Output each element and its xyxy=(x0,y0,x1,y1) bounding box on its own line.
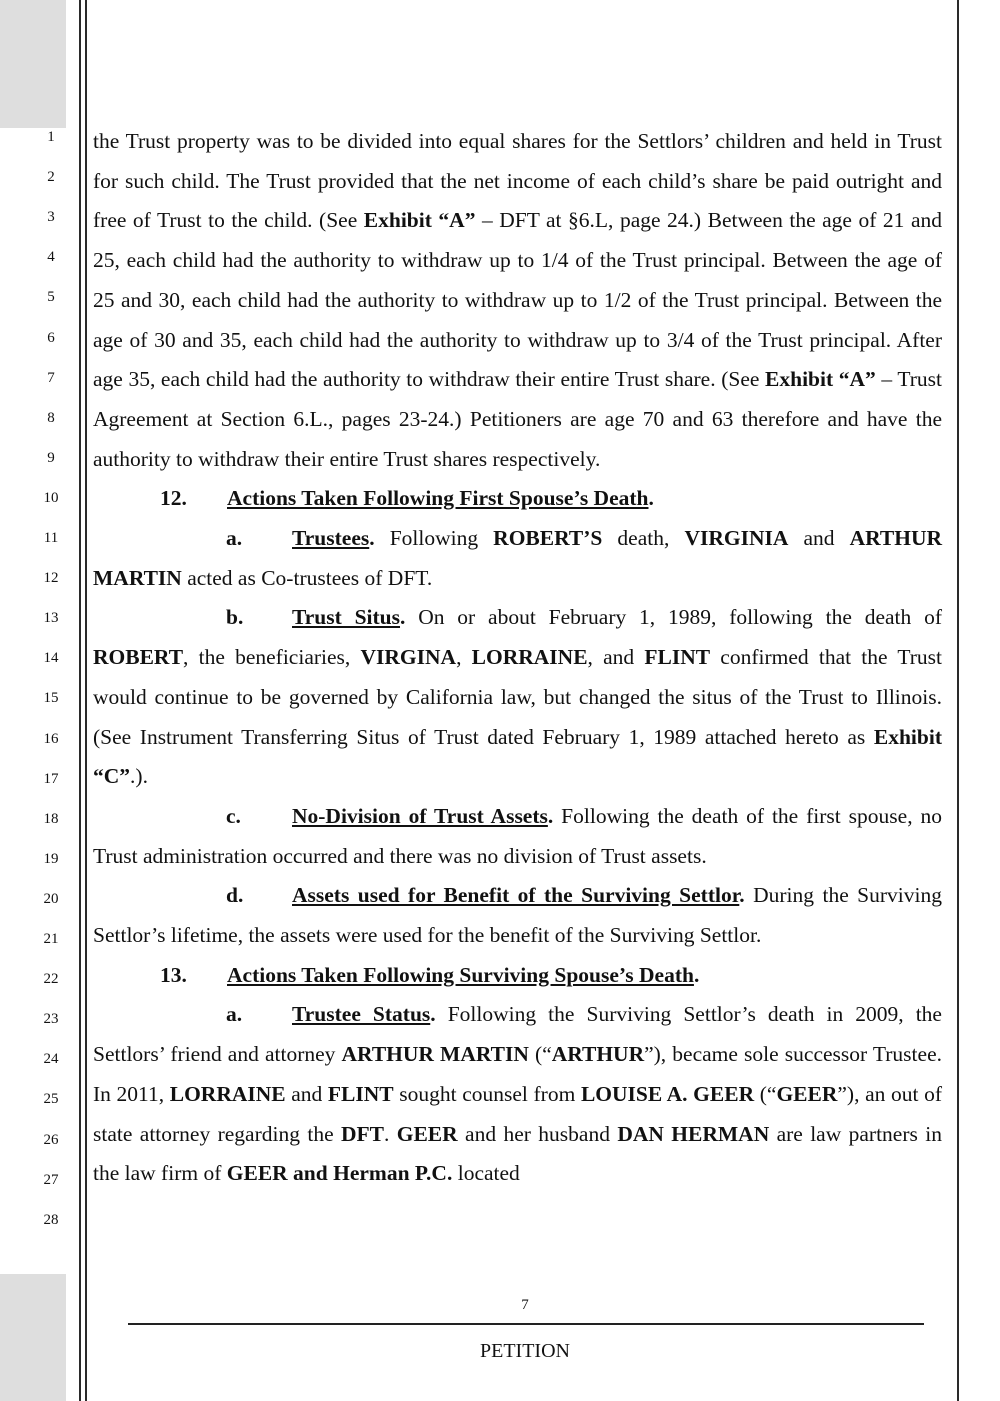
line-number: 14 xyxy=(43,650,59,667)
line-number: 21 xyxy=(43,931,59,947)
line-number: 19 xyxy=(43,850,59,867)
line-number: 10 xyxy=(43,489,59,506)
left-margin-rule-inner xyxy=(85,0,87,1401)
line-number: 9 xyxy=(47,449,55,466)
line-number: 27 xyxy=(43,1171,59,1188)
section-13a: a. Trustee Status. Following the Surviving Settlor’s death in 2009, the Settlors’ friend and attorney ARTHUR MARTIN (“ARTHUR”), became sole successor Trustee. In 2011, LORRAINE and FLINT sought counsel from LOUISE A. GEER (“GEER”), an out of state attorney regarding the DFT. GEER and her husband DAN HERMAN are law partners in the law firm of GEER and Herman P.C. located xyxy=(93,1002,942,1186)
section-12b: b. Trust Situs. On or about February 1, 1989, following the death of ROBERT, the beneficiaries, VIRGINA, LORRAINE, and FLINT confirmed that the Trust would continue to be governed by California law, but changed the situs of the Trust to Illinois. (See Instrument Transferring Situs of Trust dated February 1, 1989 attached hereto as Exhibit “C”.). xyxy=(93,605,943,789)
section-12d: d. Assets used for Benefit of the Surviving Settlor. During the Surviving Settlor’s lifetime, the assets were used for the benefit of the Surviving Settlor. xyxy=(93,883,942,948)
footer-title: PETITION xyxy=(480,1340,570,1362)
line-number: 13 xyxy=(43,610,59,627)
line-number: 16 xyxy=(43,730,59,747)
line-number: 3 xyxy=(47,209,55,226)
paragraph-continued: the Trust property was to be divided into equal shares for the Settlors’ children and held in Trust for such child. The Trust provided that the net income of each child’s share be paid outright and free of Trust to the child. (See Exhibit “A” – DFT at §6.L, page 24.) Between the age of 21 and 25, each child had the authority to withdraw up to 1/4 of the Trust principal. Between the age of 25 and 30, each child had the authority to withdraw up to 1/2 of the Trust principal. Between the age of 30 and 35, each child had the authority to withdraw up to 3/4 of the Trust principal. After age 35, each child had the authority to withdraw their entire Trust share. (See Exhibit “A” – Trust Agreement at Section 6.L., pages 23-24.) Petitioners are age 70 and 63 therefore and have the authority to withdraw their entire Trust shares respectively. xyxy=(93,129,942,471)
line-number: 22 xyxy=(43,971,59,988)
section-13-heading: 13. Actions Taken Following Surviving Spouse’s Death. xyxy=(160,962,700,987)
line-number: 20 xyxy=(43,890,59,907)
line-number: 18 xyxy=(43,810,59,827)
line-number: 25 xyxy=(43,1091,59,1108)
section-12a: a. Trustees. Following ROBERT’S death, VIRGINIA and ARTHUR MARTIN acted as Co-trustees of DFT. xyxy=(93,526,942,590)
footer-rule xyxy=(128,1323,924,1325)
line-number: 26 xyxy=(43,1131,59,1148)
document-body xyxy=(93,122,942,1194)
line-number: 4 xyxy=(47,249,55,266)
section-12c: c. No-Division of Trust Assets. Following the death of the first spouse, no Trust administration occurred and there was no division of Trust assets. xyxy=(93,803,942,868)
line-number: 24 xyxy=(43,1051,59,1068)
line-number: 28 xyxy=(43,1211,59,1228)
line-number: 5 xyxy=(47,289,55,306)
line-number: 15 xyxy=(43,690,59,707)
line-number: 2 xyxy=(47,169,55,186)
left-margin-rule-outer xyxy=(79,0,81,1401)
line-number: 17 xyxy=(43,770,59,787)
line-number: 23 xyxy=(43,1011,59,1028)
page-number: 7 xyxy=(521,1297,529,1313)
line-number: 7 xyxy=(47,369,55,386)
line-number: 6 xyxy=(47,329,55,346)
right-margin-rule xyxy=(957,0,959,1401)
line-number: 11 xyxy=(43,530,59,546)
line-number: 1 xyxy=(47,129,55,145)
section-12-heading: 12. Actions Taken Following First Spouse’s Death. xyxy=(160,486,654,511)
line-number: 12 xyxy=(43,570,59,587)
line-number: 8 xyxy=(47,409,55,426)
